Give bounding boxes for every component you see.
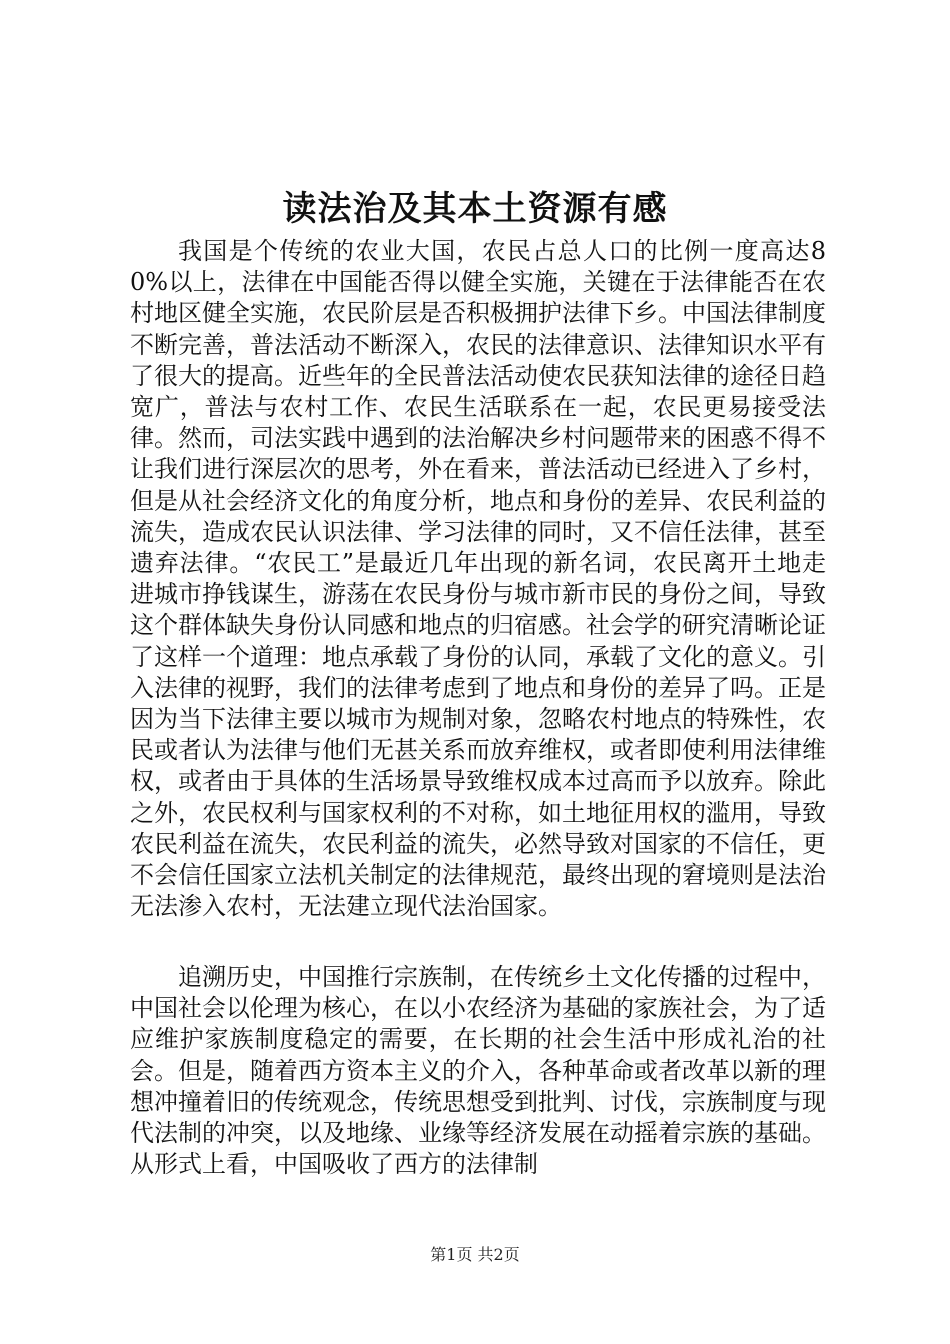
paragraph-2: 追溯历史，中国推行宗族制，在传统乡土文化传播的过程中，中国社会以伦理为核心，在以小农经济为基础的家族社会，为了适应维护家族制度稳定的需要，在长期的社会生活中形成礼治的社会。但是，随着西方资本主义的介入，各种革命或者改革以新的理想冲撞着旧的传统观念，传统思想受到批判、讨伐，宗族制度与现代法制的冲突，以及地缘、业缘等经济发展在动摇着宗族的基础。从形式上看，中国吸收了西方的法律制 <box>130 963 826 1179</box>
page-number-footer: 第1页 共2页 <box>430 1245 520 1264</box>
document-title: 读法治及其本土资源有感 <box>282 189 668 229</box>
document-body-section-1 <box>130 236 826 922</box>
document-body-section-2 <box>130 962 826 1180</box>
paragraph-1: 我国是个传统的农业大国，农民占总人口的比例一度高达80%以上，法律在中国能否得以健全实施，关键在于法律能否在农村地区健全实施，农民阶层是否积极拥护法律下乡。中国法律制度不断完善，普法活动不断深入，农民的法律意识、法律知识水平有了很大的提高。近些年的全民普法活动使农民获知法律的途径日趋宽广，普法与农村工作、农民生活联系在一起，农民更易接受法律。然而，司法实践中遇到的法治解决乡村问题带来的困惑不得不让我们进行深层次的思考，外在看来，普法活动已经进入了乡村，但是从社会经济文化的角度分析，地点和身份的差异、农民利益的流失，造成农民认识法律、学习法律的同时，又不信任法律，甚至遗弃法律。“农民工”是最近几年出现的新名词，农民离开土地走进城市挣钱谋生，游荡在农民身份与城市新市民的身份之间，导致这个群体缺失身份认同感和地点的归宿感。社会学的研究清晰论证了这样一个道理：地点承载了身份的认同，承载了文化的意义。引入法律的视野，我们的法律考虑到了地点和身份的差异了吗。正是因为当下法律主要以城市为规制对象，忽略农村地点的特殊性，农民或者认为法律与他们无甚关系而放弃维权，或者即使利用法律维权，或者由于具体的生活场景导致维权成本过高而予以放弃。除此之外，农民权利与国家权利的不对称，如土地征用权的滥用，导致农民利益在流失，农民利益的流失，必然导致对国家的不信任，更不会信任国家立法机关制定的法律规范，最终出现的窘境则是法治无法渗入农村，无法建立现代法治国家。 <box>130 237 826 921</box>
